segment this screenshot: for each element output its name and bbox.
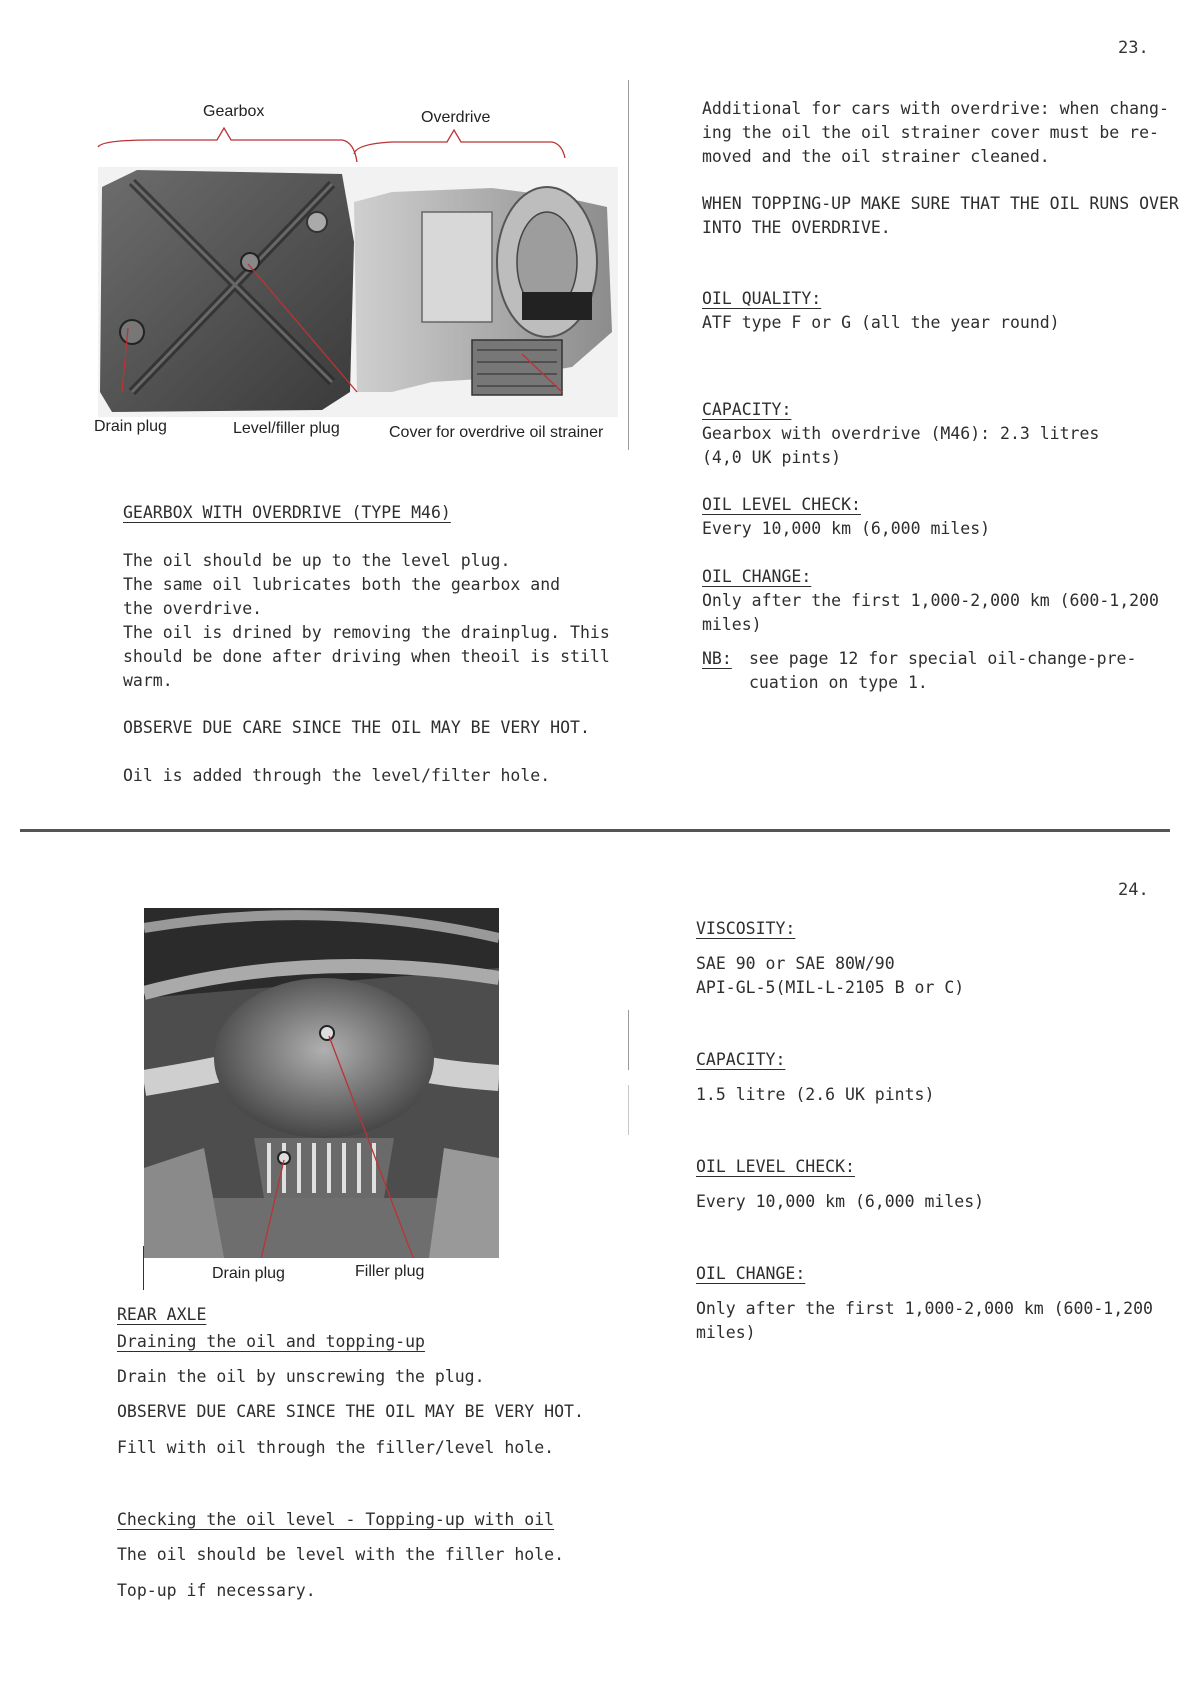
drain-instruction: Drain the oil by unscrewing the plug. <box>117 1367 485 1386</box>
overdrive-intro-line1: Additional for cars with overdrive: when chang- <box>702 99 1169 118</box>
oil-change-value-24-line1: Only after the first 1,000-2,000 km (600-1,200 <box>696 1299 1153 1318</box>
level-check-heading-23: OIL LEVEL CHECK: <box>702 495 861 514</box>
rear-axle-warning: OBSERVE DUE CARE SINCE THE OIL MAY BE VERY HOT. <box>117 1402 584 1421</box>
gearbox-para1-line1: The oil should be up to the level plug. <box>123 551 511 570</box>
capacity-value-23-line2: (4,0 UK pints) <box>702 448 842 467</box>
gearbox-para1-line4: The oil is drined by removing the drainplug. This <box>123 623 610 642</box>
topping-note-line2: INTO THE OVERDRIVE. <box>702 218 891 237</box>
rear-axle-figure <box>144 908 499 1258</box>
rear-axle-heading: REAR AXLE <box>117 1305 207 1324</box>
check-instruction-1: The oil should be level with the filler hole. <box>117 1545 565 1564</box>
viscosity-value-line1: SAE 90 or SAE 80W/90 <box>696 954 895 973</box>
capacity-heading-24: CAPACITY: <box>696 1050 786 1069</box>
level-check-value-24: Every 10,000 km (6,000 miles) <box>696 1192 985 1211</box>
page-number-23: 23. <box>1118 38 1149 58</box>
page-divider <box>20 829 1170 832</box>
nb-label: NB: <box>702 649 732 668</box>
capacity-heading-23: CAPACITY: <box>702 400 792 419</box>
gearbox-figure <box>92 92 632 452</box>
overdrive-intro-line3: moved and the oil strainer cleaned. <box>702 147 1050 166</box>
draining-subheading: Draining the oil and topping-up <box>117 1332 425 1351</box>
figure-edge-rule <box>143 1246 144 1290</box>
gearbox-heading: GEARBOX WITH OVERDRIVE (TYPE M46) <box>123 503 451 522</box>
label-cover-strainer: Cover for overdrive oil strainer <box>389 424 604 441</box>
capacity-value-23-line1: Gearbox with overdrive (M46): 2.3 litres <box>702 424 1100 443</box>
label-overdrive: Overdrive <box>421 109 491 126</box>
viscosity-heading: VISCOSITY: <box>696 919 796 938</box>
label-drain-plug-24: Drain plug <box>212 1265 285 1282</box>
gearbox-para1-line3: the overdrive. <box>123 599 263 618</box>
nb-text-line1: see page 12 for special oil-change-pre- <box>749 649 1137 668</box>
oil-change-value-23-line2: miles) <box>702 615 762 634</box>
viscosity-value-line2: API-GL-5(MIL-L-2105 B or C) <box>696 978 965 997</box>
column-rule-24a <box>628 1010 629 1070</box>
gearbox-para1-line6: warm. <box>123 671 173 690</box>
label-filler-plug: Filler plug <box>355 1263 425 1280</box>
gearbox-photo <box>92 92 632 452</box>
capacity-value-24: 1.5 litre (2.6 UK pints) <box>696 1085 935 1104</box>
gearbox-warning: OBSERVE DUE CARE SINCE THE OIL MAY BE VERY HOT. <box>123 718 590 737</box>
fill-instruction: Fill with oil through the filler/level hole. <box>117 1438 555 1457</box>
nb-text-line2: cuation on type 1. <box>749 673 928 692</box>
gearbox-para1-line5: should be done after driving when theoil is still <box>123 647 610 666</box>
gearbox-oil-added: Oil is added through the level/filter hole. <box>123 766 551 785</box>
label-drain-plug: Drain plug <box>94 418 167 435</box>
level-check-value-23: Every 10,000 km (6,000 miles) <box>702 519 991 538</box>
oil-change-heading-24: OIL CHANGE: <box>696 1264 806 1283</box>
level-check-heading-24: OIL LEVEL CHECK: <box>696 1157 855 1176</box>
page-number-24: 24. <box>1118 880 1149 900</box>
gearbox-para1-line2: The same oil lubricates both the gearbox and <box>123 575 561 594</box>
oil-change-value-24-line2: miles) <box>696 1323 756 1342</box>
check-instruction-2: Top-up if necessary. <box>117 1581 316 1600</box>
column-rule <box>628 80 629 450</box>
column-rule-24b <box>628 1085 629 1135</box>
oil-change-heading-23: OIL CHANGE: <box>702 567 812 586</box>
oil-quality-heading: OIL QUALITY: <box>702 289 822 308</box>
checking-heading: Checking the oil level - Topping-up with oil <box>117 1510 555 1529</box>
label-gearbox: Gearbox <box>203 103 265 120</box>
oil-quality-value: ATF type F or G (all the year round) <box>702 313 1060 332</box>
label-level-filler-plug: Level/filler plug <box>233 420 340 437</box>
overdrive-intro-line2: ing the oil the oil strainer cover must be re- <box>702 123 1159 142</box>
rear-axle-photo <box>144 908 499 1258</box>
topping-note-line1: WHEN TOPPING-UP MAKE SURE THAT THE OIL RUNS OVER <box>702 194 1179 213</box>
oil-change-value-23-line1: Only after the first 1,000-2,000 km (600-1,200 <box>702 591 1159 610</box>
